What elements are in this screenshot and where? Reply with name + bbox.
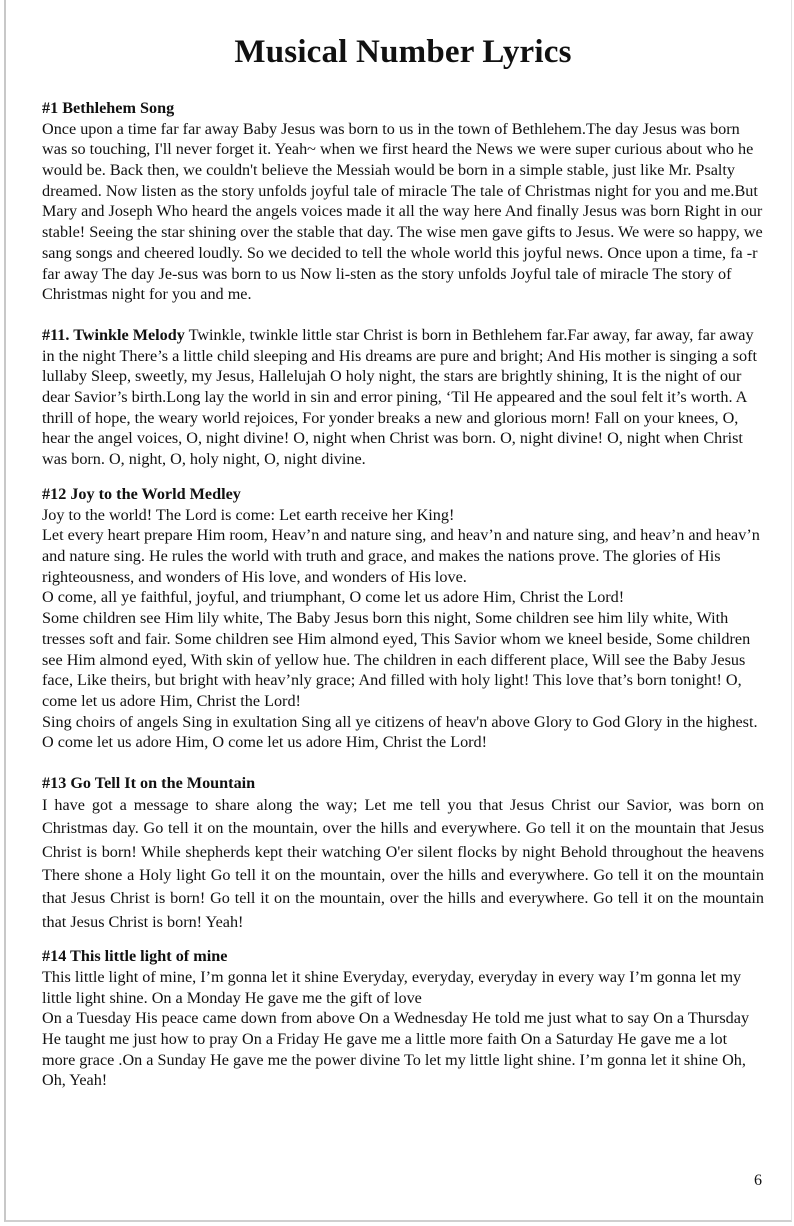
- page-title: Musical Number Lyrics: [234, 34, 572, 70]
- lyric-paragraph: On a Tuesday His peace came down from above On a Wednesday He told me just what to say On a Thursday He taught me just how to pray On a Friday He gave me a little more faith On a Saturday He gave me a lot more grace .On a Sunday He gave me the power divine To let my little light shine. I’m gonna let it shine Oh, Oh, Yeah!: [42, 1009, 750, 1090]
- section-heading: #11. Twinkle Melody: [42, 325, 185, 344]
- lyric-paragraph: This little light of mine, I’m gonna let it shine Everyday, everyday, everyday in every way I’m gonna let my little light shine. On a Monday He gave me the gift of love: [42, 967, 742, 1007]
- section-text: Twinkle, twinkle little star Christ is born in Bethlehem far.Far away, far away, far away in the night There’s a little child sleeping and His dreams are pure and bright; And His mother is singing a soft lullaby Sleep, sweetly, my Jesus, Hallelujah O holy night, the stars are brightly shining, It is the night of our dear Savior’s birth.Long lay the world in sin and error pining, ‘Til He appeared and the soul felt it’s worth. A thrill of hope, the weary world rejoices, For yonder breaks a new and glorious morn! Fall on your knees, O, hear the angel voices, O, night divine! O, night when Christ was born. O, night divine! O, night when Christ was born. O, night, O, holy night, O, night divine.: [42, 325, 757, 469]
- section-heading: #13 Go Tell It on the Mountain: [42, 774, 256, 793]
- page-number: 6: [754, 1172, 762, 1189]
- document-content: [42, 34, 764, 1091]
- section-heading: #14 This little light of mine: [42, 947, 228, 966]
- section-heading: #1 Bethlehem Song: [42, 98, 175, 117]
- section-bethlehem-song: [42, 98, 764, 305]
- lyric-paragraph: Joy to the world! The Lord is come: Let earth receive her King!: [42, 505, 455, 524]
- section-body: I have got a message to share along the way; Let me tell you that Jesus Christ our Savior, was born on Christmas day. Go tell it on the mountain, over the hills and everywhere. Go tell it on the mountain that Jesus Christ is born! While shepherds kept their watching O'er silent flocks by night Behold throughout the heavens There shone a Holy light Go tell it on the mountain, over the hills and everywhere. Go tell it on the mountain that Jesus Christ is born! Go tell it on the mountain, over the hills and everywhere. Go tell it on the mountain that Jesus Christ is born! Yeah!: [42, 795, 764, 931]
- section-body: [42, 325, 764, 470]
- section-joy-to-the-world: [42, 484, 764, 753]
- lyric-paragraph: O come, all ye faithful, joyful, and triumphant, O come let us adore Him, Christ the Lord!: [42, 588, 625, 607]
- section-this-little-light: [42, 946, 764, 1091]
- lyric-paragraph: Sing choirs of angels Sing in exultation Sing all ye citizens of heav'n above Glory to God Glory in the highest. O come let us adore Him, O come let us adore Him, Christ the Lord!: [42, 712, 758, 752]
- section-body: Once upon a time far far away Baby Jesus was born to us in the town of Bethlehem.The day Jesus was born was so touching, I'll never forget it. Yeah~ when we first heard the News we were super curious about who he would be. Back then, we couldn't believe the Messiah would be born in a simple stable, just like Mr. Psalty dreamed. Now listen as the story unfolds joyful tale of miracle The tale of Christmas night for you and me.But Mary and Joseph Who heard the angels voices made it all the way here And finally Jesus was born Right in our stable! Seeing the star shining over the stable that day. The wise men gave gifts to Jesus. We were so happy, we sang songs and cheered loudly. So we decided to tell the whole world this joyful news. Once upon a time, fa -r far away The day Je-sus was born to us Now li-sten as the story unfolds Joyful tale of miracle The story of Christmas night for you and me.: [42, 119, 763, 304]
- lyric-paragraph: Some children see Him lily white, The Baby Jesus born this night, Some children see him lily white, With tresses soft and fair. Some children see Him almond eyed, This Savior whom we kneel beside, Some children see Him almond eyed, With skin of yellow hue. The children in each different place, Will see the Baby Jesus face, Like theirs, but bright with heav’nly grace; And filled with holy light! This love that’s born tonight! O, come let us adore Him, Christ the Lord!: [42, 609, 751, 710]
- section-heading: #12 Joy to the World Medley: [42, 484, 241, 503]
- lyric-paragraph: Let every heart prepare Him room, Heav’n and nature sing, and heav’n and nature sing, and heav’n and heav’n and nature sing. He rules the world with truth and grace, and makes the nations prove. The glories of His righteousness, and wonders of His love, and wonders of His love.: [42, 526, 760, 586]
- section-twinkle-melody: [42, 325, 764, 470]
- section-go-tell-it: [42, 773, 764, 934]
